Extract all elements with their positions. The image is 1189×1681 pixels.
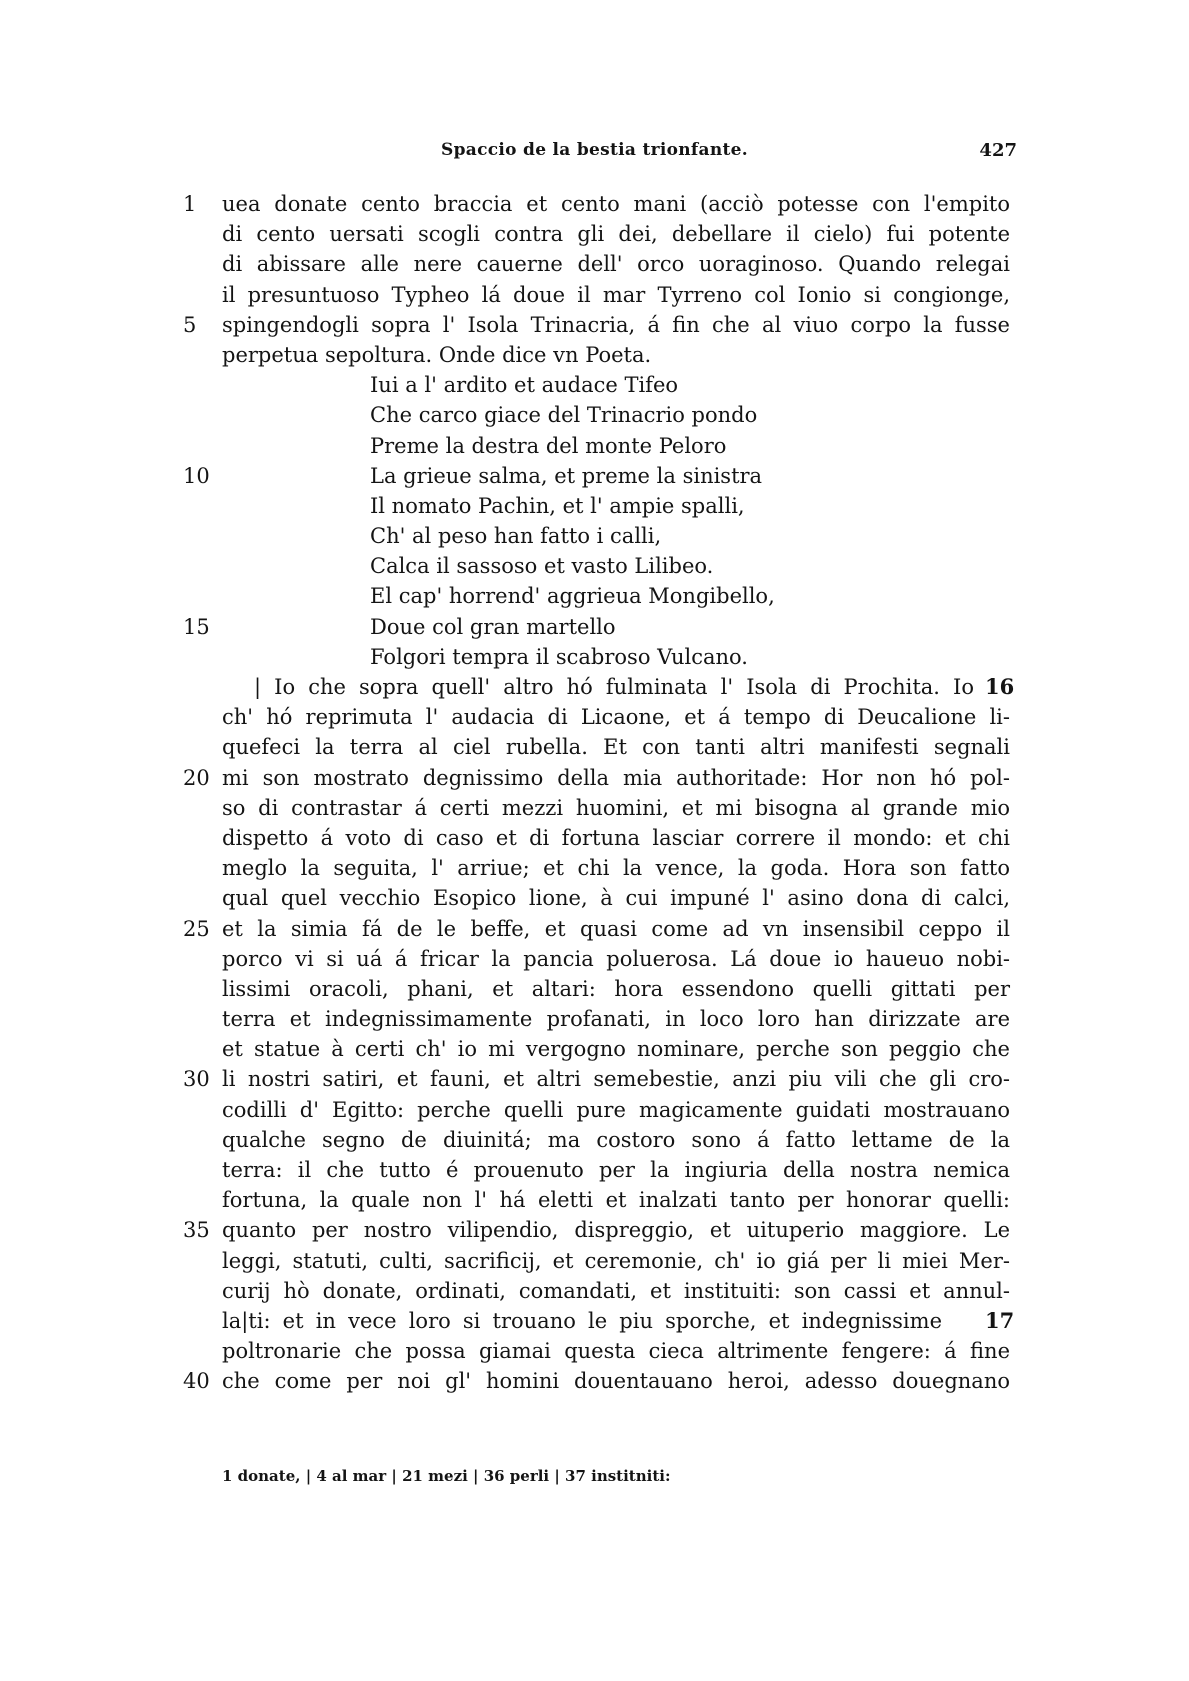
text-line <box>0 280 1189 310</box>
body-text <box>0 189 1189 1397</box>
text-line <box>0 249 1189 279</box>
line-text: et la simia fá de le beffe, et quasi come ad vn insensibil ceppo il <box>222 916 1010 941</box>
text-line <box>0 944 1189 974</box>
line-text: fortuna, la quale non l' há eletti et inalzati tanto per honorar quelli: <box>222 1188 1010 1213</box>
line-text: terra et indegnissimamente profanati, in loco loro han dirizzate are <box>222 1007 1010 1032</box>
line-text: curij hò donate, ordinati, comandati, et instituiti: son cassi et annul- <box>222 1278 1010 1303</box>
text-line <box>0 431 1189 461</box>
line-number: 1 <box>183 192 197 216</box>
text-line <box>0 1366 1189 1396</box>
text-line <box>0 702 1189 732</box>
line-text: qual quel vecchio Esopico lione, à cui impuné l' asino dona di calci, <box>222 886 1010 911</box>
line-number: 5 <box>183 312 197 337</box>
line-text: Che carco giace del Trinacrio pondo <box>370 403 758 428</box>
line-number: 15 <box>183 614 210 639</box>
line-text: El cap' horrend' aggrieua Mongibello, <box>370 584 775 609</box>
text-line <box>0 219 1189 249</box>
text-line <box>0 612 1189 642</box>
text-line <box>0 1125 1189 1155</box>
line-text: Il nomato Pachin, et l' ampie spalli, <box>370 493 745 518</box>
line-text: li nostri satiri, et fauni, et altri semebestie, anzi piu vili che gli cro- <box>222 1067 1010 1092</box>
line-text: Doue col gran martello <box>370 614 616 639</box>
line-text: di cento uersati scogli contra gli dei, debellare il cielo) fui potente <box>222 222 1010 247</box>
line-text: et statue à certi ch' io mi vergogno nominare, perche son peggio che <box>222 1037 1010 1062</box>
line-text: La grieue salma, et preme la sinistra <box>370 463 763 488</box>
original-page-marker: 16 <box>985 674 1015 699</box>
page-number: 427 <box>979 140 1017 161</box>
line-text: la|ti: et in vece loro si trouano le piu sporche, et indegnissime <box>222 1308 942 1333</box>
text-line <box>0 551 1189 581</box>
text-line <box>0 461 1189 491</box>
line-text: codilli d' Egitto: perche quelli pure magicamente guidati mostrauano <box>222 1097 1010 1122</box>
text-line <box>0 763 1189 793</box>
text-line <box>0 883 1189 913</box>
line-text: quanto per nostro vilipendio, dispreggio, et uituperio maggiore. Le <box>222 1218 1010 1243</box>
text-line <box>0 1095 1189 1125</box>
line-text: Ch' al peso han fatto i calli, <box>370 524 662 549</box>
line-text: leggi, statuti, culti, sacrificij, et ceremonie, ch' io giá per li miei Mer- <box>222 1248 1010 1273</box>
line-text: mi son mostrato degnissimo della mia authoritade: Hor non hó pol- <box>222 765 1010 790</box>
line-text: dispetto á voto di caso et di fortuna lasciar correre il mondo: et chi <box>222 825 1010 850</box>
text-line <box>0 1185 1189 1215</box>
text-line <box>0 732 1189 762</box>
line-text: Iui a l' ardito et audace Tifeo <box>370 373 679 398</box>
line-number: 35 <box>183 1218 210 1243</box>
text-line <box>0 370 1189 400</box>
line-text: Calca il sassoso et vasto Lilibeo. <box>370 554 714 579</box>
text-line <box>0 672 1189 702</box>
text-line <box>0 189 1189 219</box>
text-line <box>0 400 1189 430</box>
line-text: uea donate cento braccia et cento mani (acciò potesse con l'empito <box>222 192 1010 216</box>
original-page-marker: 17 <box>985 1307 1015 1333</box>
text-line <box>0 1276 1189 1306</box>
text-line <box>0 521 1189 551</box>
line-text: quefeci la terra al ciel rubella. Et con tanti altri manifesti segnali <box>222 735 1010 760</box>
line-number: 25 <box>183 916 210 941</box>
text-line <box>0 1034 1189 1064</box>
line-number: 40 <box>183 1369 210 1394</box>
line-text: il presuntuoso Typheo lá doue il mar Tyrreno col Ionio si congionge, <box>222 282 1010 307</box>
text-line <box>0 823 1189 853</box>
footnote-apparatus: 1 donate, | 4 al mar | 21 mezi | 36 perli | 37 institniti: <box>222 1467 671 1485</box>
text-line <box>0 1306 1189 1336</box>
line-number: 20 <box>183 765 210 790</box>
line-text: Folgori tempra il scabroso Vulcano. <box>370 644 748 669</box>
line-text: di abissare alle nere cauerne dell' orco uoraginoso. Quando relegai <box>222 252 1010 277</box>
text-line <box>0 1004 1189 1034</box>
text-line <box>0 793 1189 823</box>
text-line <box>0 1246 1189 1276</box>
text-line <box>0 1336 1189 1366</box>
line-text: terra: il che tutto é prouenuto per la ingiuria della nostra nemica <box>222 1158 1010 1182</box>
line-text: che come per noi gl' homini douentauano heroi, adesso douegnano <box>222 1369 1010 1394</box>
line-text: Preme la destra del monte Peloro <box>370 433 727 458</box>
text-line <box>0 1155 1189 1185</box>
running-head <box>0 140 1189 170</box>
line-text: meglo la seguita, l' arriue; et chi la vence, la goda. Hora son fatto <box>222 856 1010 881</box>
text-line <box>0 853 1189 883</box>
line-text: qualche segno de diuinitá; ma costoro sono á fatto lettame de la <box>222 1127 1010 1152</box>
running-title: Spaccio de la bestia trionfante. <box>441 140 748 160</box>
text-line <box>0 642 1189 672</box>
line-text: spingendogli sopra l' Isola Trinacria, á fin che al viuo corpo la fusse <box>222 312 1010 337</box>
line-text: poltronarie che possa giamai questa cieca altrimente fengere: á fine <box>222 1339 1010 1364</box>
text-line <box>0 340 1189 370</box>
text-line <box>0 914 1189 944</box>
line-text: so di contrastar á certi mezzi huomini, et mi bisogna al grande mio <box>222 795 1010 820</box>
line-number: 10 <box>183 463 210 488</box>
text-line <box>0 1215 1189 1245</box>
line-text: perpetua sepoltura. Onde dice vn Poeta. <box>222 342 652 367</box>
line-text: porco vi si uá á fricar la pancia poluerosa. Lá doue io haueuo nobi- <box>222 946 1010 971</box>
line-text: | Io che sopra quell' altro hó fulminata l' Isola di Prochita. Io <box>254 675 974 699</box>
text-line <box>0 974 1189 1004</box>
line-text: ch' hó reprimuta l' audacia di Licaone, et á tempo di Deucalione li- <box>222 705 1010 730</box>
text-line <box>0 310 1189 340</box>
line-text: lissimi oracoli, phani, et altari: hora essendono quelli gittati per <box>222 976 1010 1001</box>
text-line <box>0 581 1189 611</box>
text-line <box>0 491 1189 521</box>
text-line <box>0 1064 1189 1094</box>
line-number: 30 <box>183 1067 210 1092</box>
